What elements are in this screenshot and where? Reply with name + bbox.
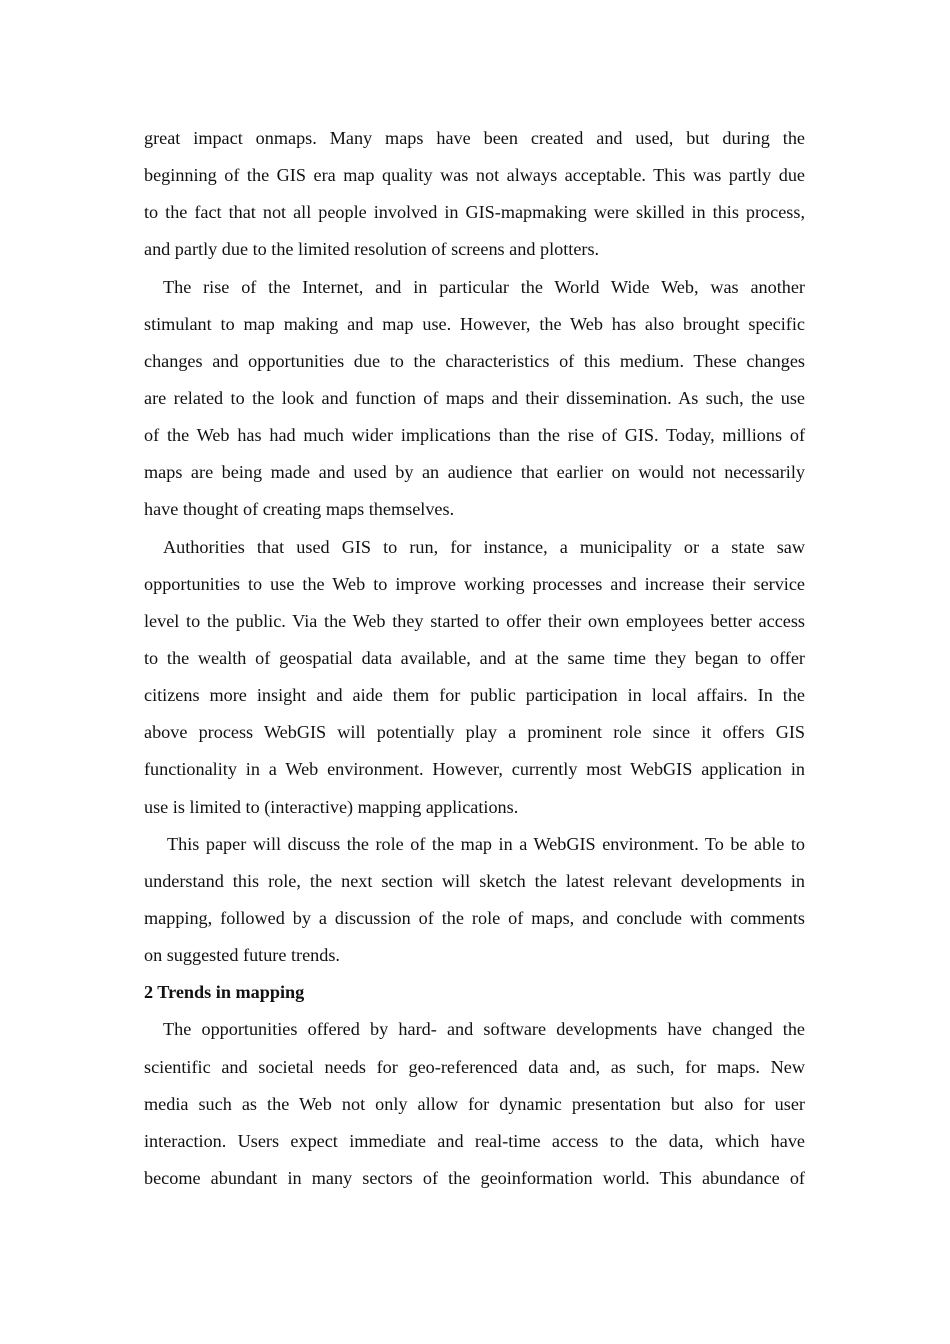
text-line: The rise of the Internet, and in particular the World Wide Web, was another	[163, 276, 805, 297]
section-heading: 2 Trends in mapping	[144, 982, 305, 1003]
text-line: This paper will discuss the role of the map in a WebGIS environment. To be able to	[167, 833, 805, 854]
paragraph-5	[144, 1016, 805, 1202]
text-line: become abundant in many sectors of the geoinformation world. This abundance of	[144, 1167, 805, 1188]
text-line: citizens more insight and aide them for public participation in local affairs. In the	[144, 685, 805, 706]
text-line: scientific and societal needs for geo-referenced data and, as such, for maps. New	[144, 1056, 805, 1077]
text-line: above process WebGIS will potentially play a prominent role since it offers GIS	[144, 722, 805, 743]
text-line: great impact onmaps. Many maps have been created and used, but during the	[144, 128, 805, 148]
text-line: mapping, followed by a discussion of the role of maps, and conclude with comments	[144, 907, 805, 928]
text-line: understand this role, the next section will sketch the latest relevant developments in	[144, 870, 805, 891]
text-line: The opportunities offered by hard- and software developments have changed the	[163, 1019, 805, 1040]
text-line: use is limited to (interactive) mapping applications.	[144, 796, 519, 817]
text-line: Authorities that used GIS to run, for instance, a municipality or a state saw	[163, 536, 805, 557]
text-line: beginning of the GIS era map quality was not always acceptable. This was partly due	[144, 165, 805, 186]
text-line: to the wealth of geospatial data available, and at the same time they began to offer	[144, 647, 805, 668]
paragraph-2	[144, 274, 805, 534]
text-line: stimulant to map making and map use. However, the Web has also brought specific	[144, 313, 805, 334]
text-column	[144, 125, 805, 1202]
text-line: are related to the look and function of maps and their dissemination. As such, the use	[144, 387, 805, 408]
paragraph-4	[144, 831, 805, 980]
text-line: media such as the Web not only allow for dynamic presentation but also for user	[144, 1093, 805, 1114]
text-line: interaction. Users expect immediate and real-time access to the data, which have	[144, 1130, 805, 1151]
text-line: changes and opportunities due to the characteristics of this medium. These changes	[144, 350, 805, 371]
text-line: level to the public. Via the Web they started to offer their own employees better access	[144, 610, 805, 631]
text-line: functionality in a Web environment. However, currently most WebGIS application in	[144, 759, 805, 780]
text-line: on suggested future trends.	[144, 945, 340, 966]
paragraph-1	[144, 125, 805, 274]
paragraph-3	[144, 534, 805, 831]
text-line: to the fact that not all people involved in GIS-mapmaking were skilled in this process,	[144, 202, 805, 223]
text-line: opportunities to use the Web to improve working processes and increase their service	[144, 573, 805, 594]
text-line: of the Web has had much wider implications than the rise of GIS. Today, millions of	[144, 425, 805, 446]
text-line: have thought of creating maps themselves.	[144, 499, 455, 520]
text-line: and partly due to the limited resolution of screens and plotters.	[144, 239, 600, 260]
text-line: maps are being made and used by an audience that earlier on would not necessarily	[144, 462, 805, 483]
